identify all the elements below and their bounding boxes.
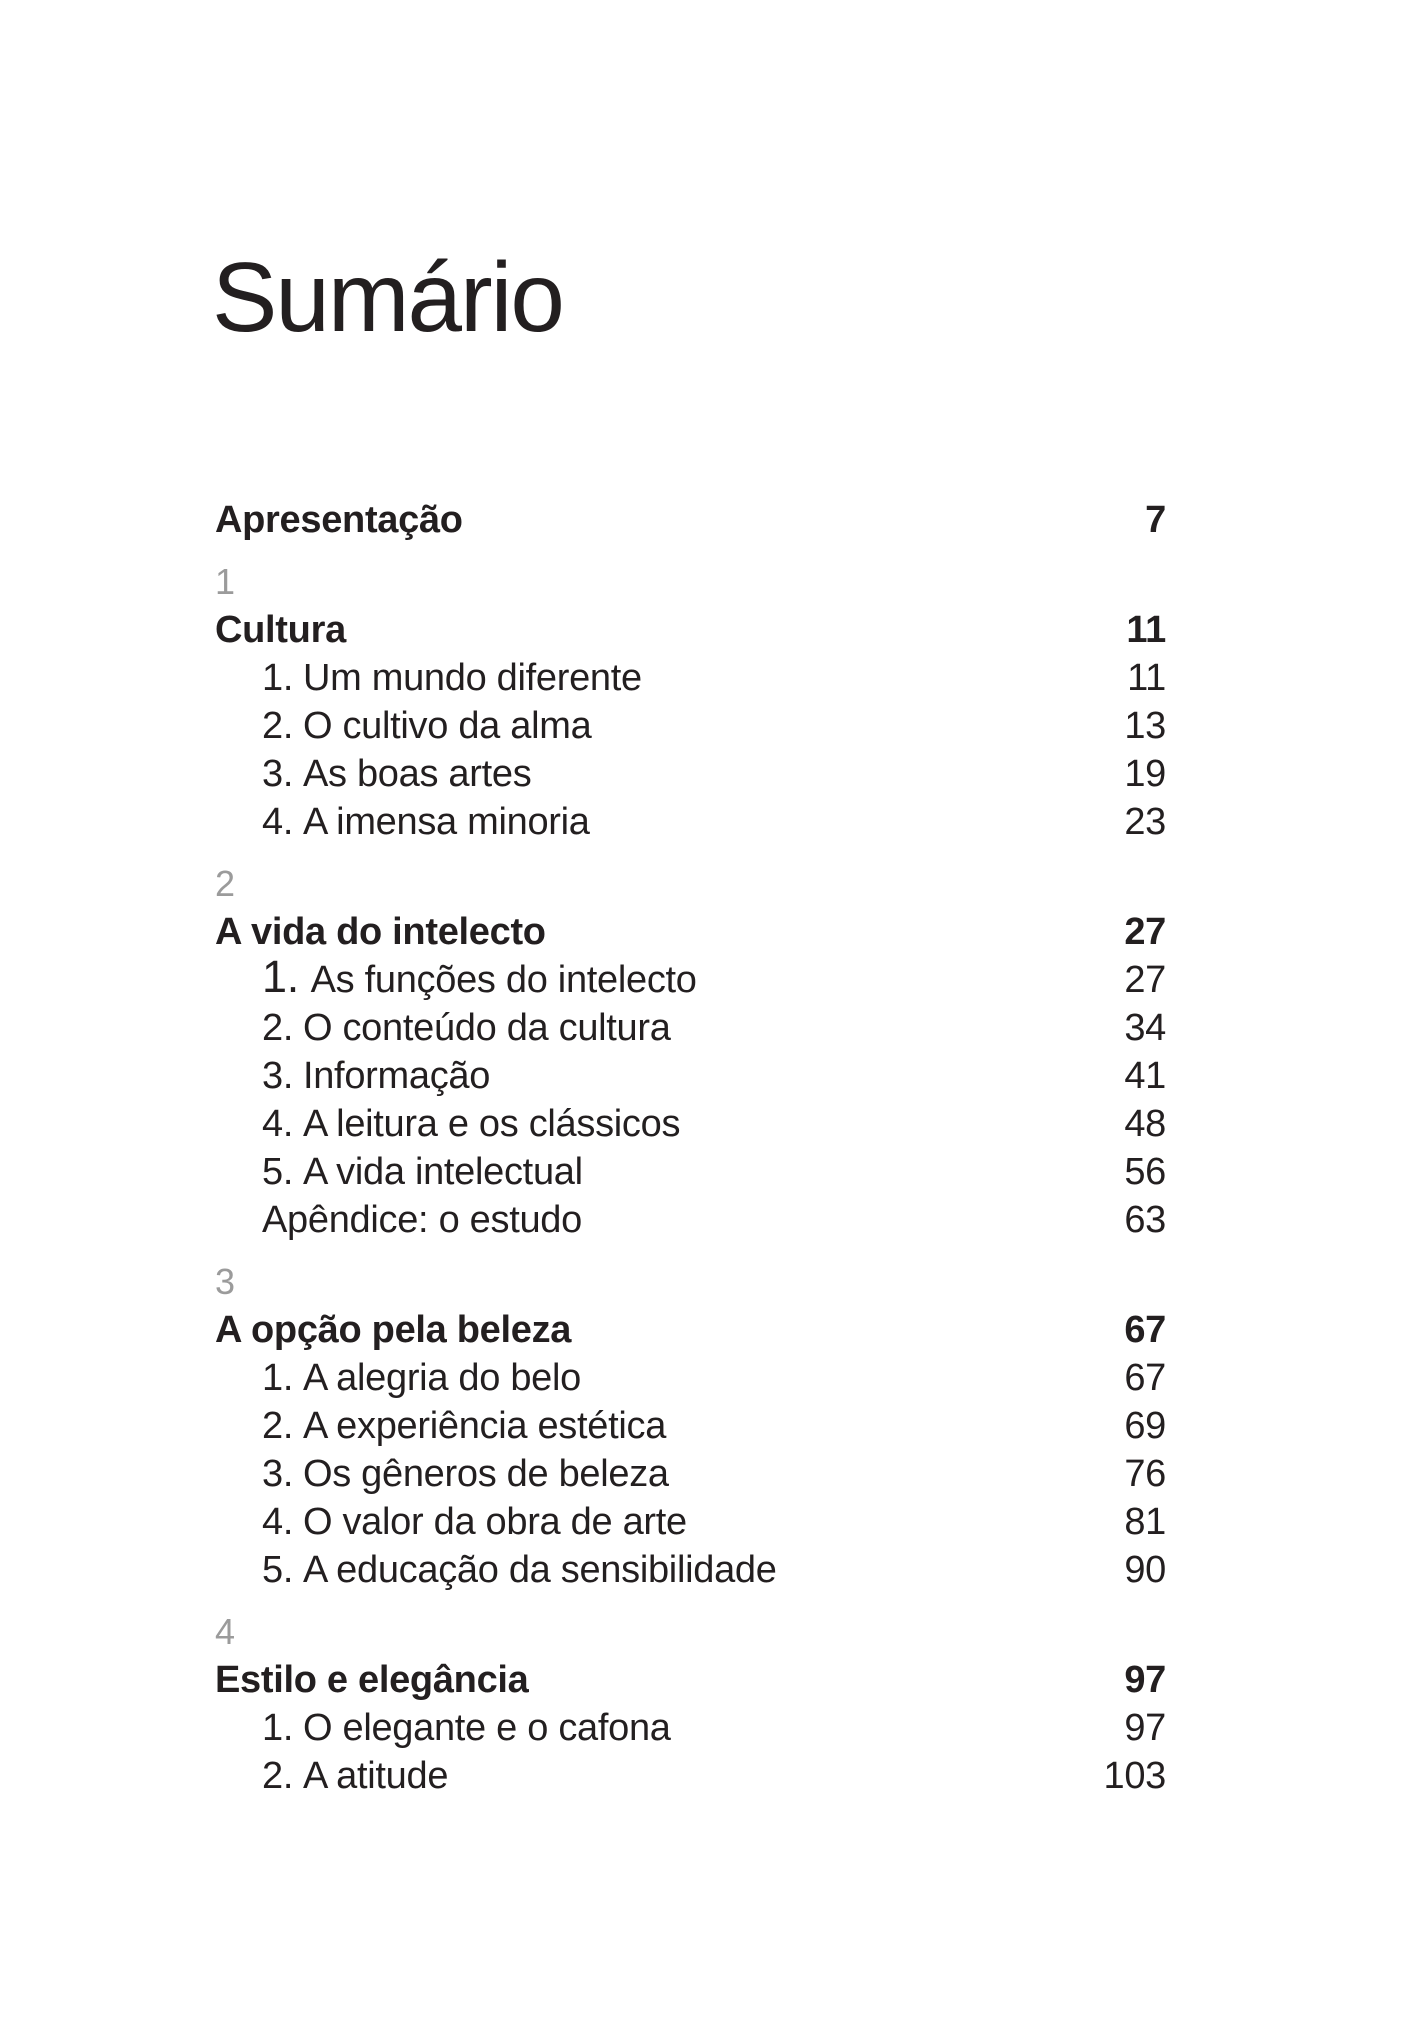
toc-chapter-title [215,1656,1166,1704]
toc-entry [215,1196,1166,1244]
toc-entry-page: 76 [1124,1453,1166,1495]
item-text: Apêndice: o estudo [262,1199,582,1241]
item-marker: 4. [262,1103,294,1145]
toc-entry-page: 103 [1103,1755,1166,1797]
toc-chapter-label: Estilo e elegância [215,1659,529,1701]
chapter-number: 3 [215,1261,236,1302]
toc-entry-label [215,750,1124,798]
toc-entry-label [215,1752,1103,1800]
toc-entry [215,1354,1166,1402]
toc-entry-label [215,798,1124,846]
toc-chapter-title [215,606,1166,654]
toc-entry-page: 97 [1124,1707,1166,1749]
toc-entry-page: 81 [1124,1501,1166,1543]
toc-entry-page: 67 [1124,1357,1166,1399]
toc-entry [215,750,1166,798]
toc-chapter-label: A opção pela beleza [215,1309,572,1351]
toc-entry [215,1052,1166,1100]
toc-entry [215,798,1166,846]
item-marker: 5. [262,1549,294,1591]
toc-entry [215,1100,1166,1148]
toc-entry [215,1752,1166,1800]
item-text: A vida intelectual [302,1151,583,1193]
toc-chapter-page: 27 [1124,911,1166,953]
toc-entry-page: 27 [1124,959,1166,1001]
item-text: O conteúdo da cultura [302,1007,671,1049]
item-text: Os gêneros de beleza [302,1453,669,1495]
toc-entry [215,1148,1166,1196]
toc-entry-label [215,1498,1124,1546]
item-marker: 3. [262,1055,294,1097]
toc-chapter-page: 11 [1126,609,1166,651]
item-text: As boas artes [302,753,532,795]
toc-entry-page: 56 [1124,1151,1166,1193]
item-marker: 5. [262,1151,294,1193]
item-text: A experiência estética [302,1405,667,1447]
toc-entry [215,1402,1166,1450]
item-text: O valor da obra de arte [302,1501,687,1543]
toc-entry [215,1546,1166,1594]
toc-entry-label [215,1354,1124,1402]
toc-chapter-title [215,1306,1166,1354]
toc-chapter-label: Cultura [215,609,346,651]
toc-entry-label [215,1402,1124,1450]
item-text: A educação da sensibilidade [302,1549,777,1591]
toc-entry [215,951,1166,1004]
toc-chapter-title [215,908,1166,956]
table-of-contents [215,496,1166,1800]
toc-entry-label [215,702,1124,750]
toc-entry-label [215,1004,1124,1052]
item-text: Um mundo diferente [302,657,642,699]
toc-entry-page: 63 [1124,1199,1166,1241]
toc-entry-label [215,951,1124,1004]
chapter-number: 1 [215,561,236,602]
toc-entry-label [215,1546,1124,1594]
item-marker: 2. [262,1405,294,1447]
toc-entry-label [215,1704,1124,1752]
toc-chapter-page: 67 [1124,1309,1166,1351]
toc-entry-label [215,1148,1124,1196]
item-marker: 2. [262,1007,294,1049]
page-title: Sumário [212,242,563,352]
toc-entry-label: Apresentação [215,499,463,541]
toc-chapter-page: 97 [1124,1659,1166,1701]
toc-entry-page: 7 [1145,499,1166,541]
item-marker: 3. [262,1453,294,1495]
item-marker: 4. [262,1501,294,1543]
toc-entry-page: 41 [1124,1055,1166,1097]
toc-entry-label [215,1450,1124,1498]
item-text: As funções do intelecto [310,959,697,1001]
item-text: A atitude [302,1755,449,1797]
toc-entry-page: 69 [1124,1405,1166,1447]
item-marker: 3. [262,753,294,795]
toc-entry-label [215,1052,1124,1100]
item-text: Informação [302,1055,491,1097]
toc-entry [215,654,1166,702]
item-text: A alegria do belo [302,1357,581,1399]
toc-entry-page: 90 [1124,1549,1166,1591]
chapter-number: 2 [215,863,236,904]
toc-entry-apresentacao [215,496,1166,544]
item-marker: 2. [262,705,294,747]
toc-entry-page: 13 [1124,705,1166,747]
toc-entry-label [215,1196,1124,1244]
item-text: O cultivo da alma [302,705,592,747]
item-text: O elegante e o cafona [302,1707,671,1749]
toc-entry [215,1704,1166,1752]
toc-chapter-label: A vida do intelecto [215,911,546,953]
item-marker: 2. [262,1755,294,1797]
item-marker: 1. [262,951,299,1002]
item-text: A imensa minoria [302,801,590,843]
item-marker: 1. [262,1357,294,1399]
item-marker: 1. [262,657,294,699]
toc-entry-page: 34 [1124,1007,1166,1049]
toc-entry-page: 48 [1124,1103,1166,1145]
chapter-number: 4 [215,1611,236,1652]
toc-entry [215,1450,1166,1498]
toc-entry-label [215,1100,1124,1148]
item-text: A leitura e os clássicos [302,1103,681,1145]
item-marker: 4. [262,801,294,843]
toc-entry-label [215,654,1127,702]
toc-entry [215,1004,1166,1052]
item-marker: 1. [262,1707,294,1749]
toc-entry [215,702,1166,750]
toc-entry [215,1498,1166,1546]
toc-entry-page: 19 [1124,753,1166,795]
toc-entry-page: 23 [1124,801,1166,843]
toc-entry-page: 11 [1127,657,1166,699]
